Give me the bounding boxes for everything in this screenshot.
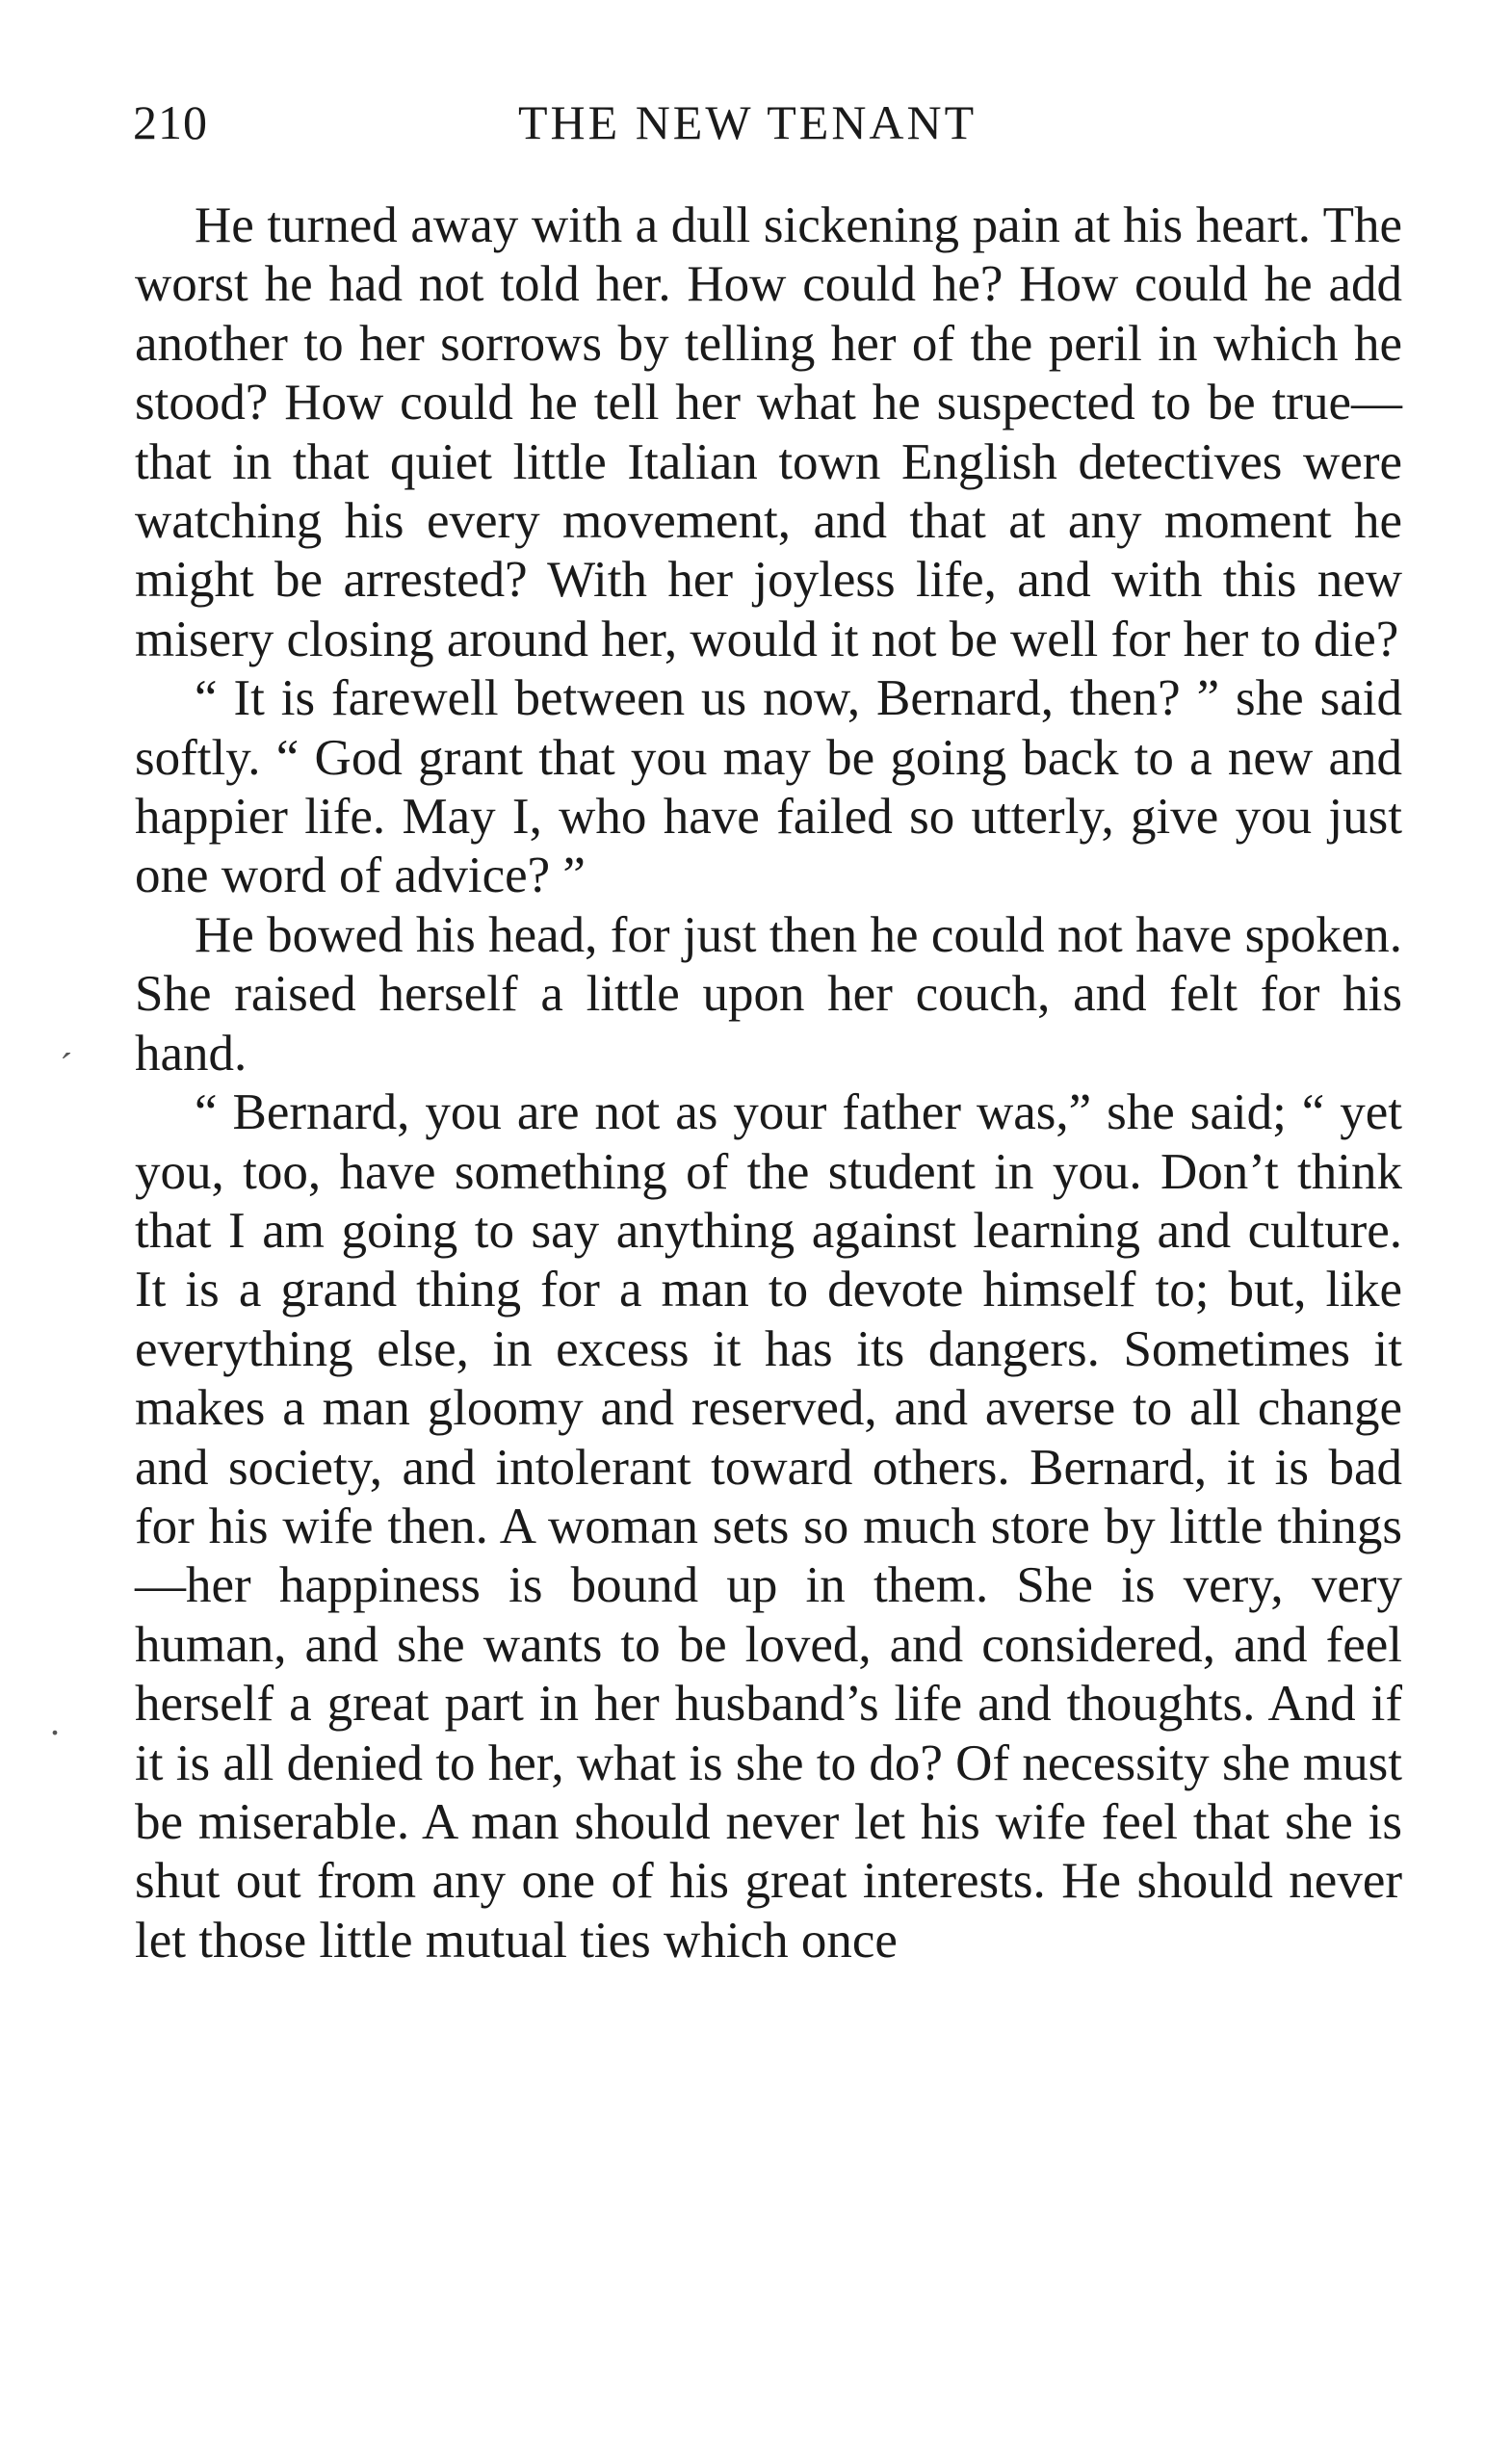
paragraph-4: “ Bernard, you are not as your father was,” she said; “ yet you, too, have something of the student in you. Don’t think that I am going to say anything against learning and culture. It is a grand thing for a man to devote himself to; but, like everything else, in excess it has its dangers. Sometimes it makes a man gloomy and reserved, and averse to all change and society, and intolerant toward others. Bernard, it is bad for his wife then. A woman sets so much store by little things—her happiness is bound up in them. She is very, very human, and she wants to be loved, and considered, and feel herself a great part in her husband’s life and thoughts. And if it is all denied to her, what is she to do? Of necessity she must be miserable. A man should never let his wife feel that she is shut out from any one of his great interests. He should never let those little mutual ties which once [135,1084,1402,1969]
running-title: THE NEW TENANT [518,95,978,149]
body-text [135,196,1402,1970]
paragraph-1: He turned away with a dull sickening pain at his heart. The worst he had not told her. How could he? How could he add another to her sorrows by telling her of the peril in which he stood? How could he tell her what he suspected to be true—that in that quiet little Italian town English detectives were watching his every movement, and that at any moment he might be arrested? With her joyless life, and with this new misery closing around her, would it not be well for her to die? [135,197,1402,667]
page-header [133,89,1404,156]
page-number: 210 [133,95,208,149]
margin-mark: ˊ [60,1045,73,1088]
paragraph-2: “ It is farewell between us now, Bernard, then? ” she said softly. “ God grant that you may be going back to a new and happier life. May I, who have failed so utterly, give you just one word of advice? ” [135,670,1402,904]
paragraph-3: He bowed his head, for just then he could not have spoken. She raised herself a little upon her couch, and felt for his hand. [135,906,1402,1082]
margin-mark: . [50,1700,60,1743]
